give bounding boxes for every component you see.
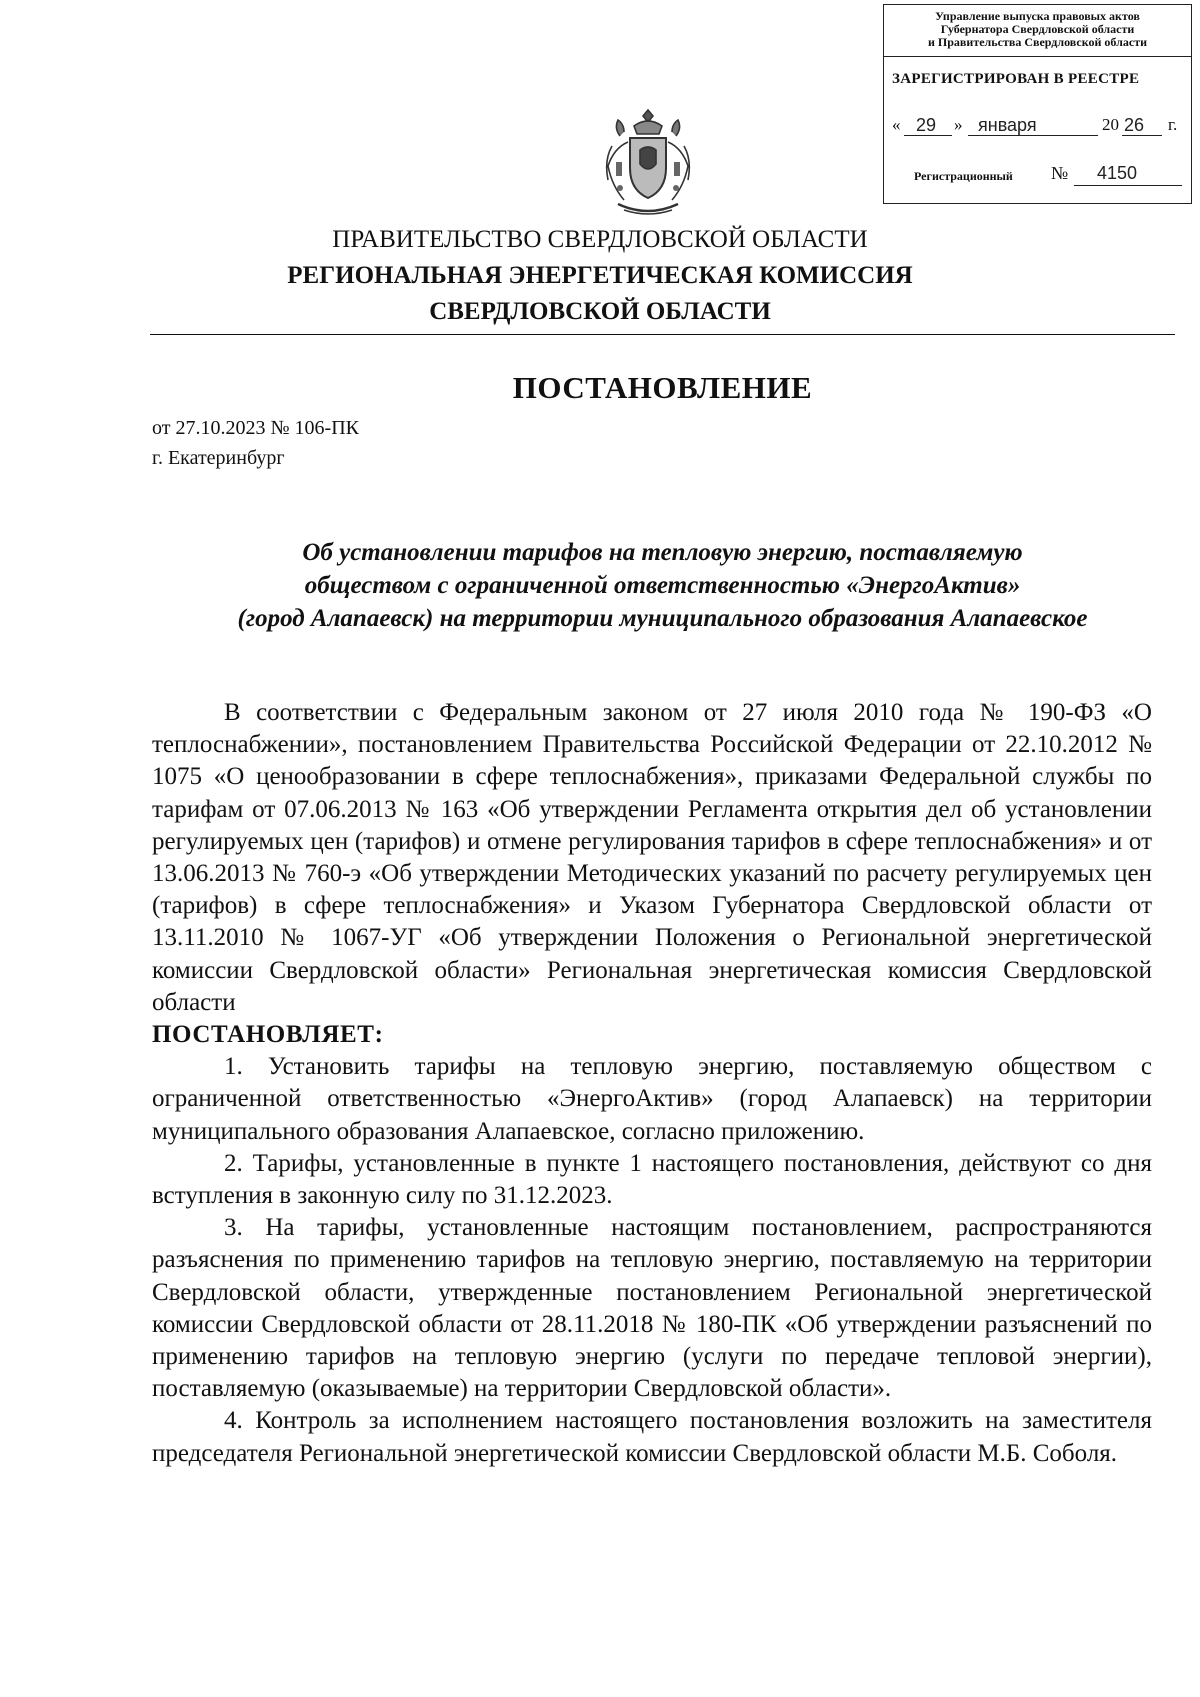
- stamp-registered-label: ЗАРЕГИСТРИРОВАН В РЕЕСТРЕ: [892, 71, 1140, 87]
- stamp-year-prefix: 20: [1102, 115, 1119, 134]
- stamp-date: [892, 113, 1184, 139]
- document-date-number: от 27.10.2023 № 106-ПК: [152, 417, 360, 439]
- stamp-reg-label: Регистрационный: [914, 169, 1013, 183]
- item-2: 2. Тарифы, установленные в пункте 1 настоящего постановления, действуют со дня вступления в законную силу по 31.12.2023.: [152, 1149, 1152, 1210]
- commission-region: СВЕРДЛОВСКОЙ ОБЛАСТИ: [429, 298, 771, 325]
- number-sign: №: [1051, 163, 1069, 183]
- stamp-issuer-line: Губернатора Свердловской области: [940, 22, 1135, 36]
- subject-line: обществом с ограниченной ответственностью «ЭнергоАктив»: [304, 572, 1021, 599]
- item-3: 3. На тарифы, установленные настоящим постановлением, распространяются разъяснения по применению тарифов на тепловую энергию, поставляемую на территории Свердловской области, утвержденные постановлением Региональной энергетической комиссии Свердловской области от 28.11.2018 № 180-ПК «Об утверждении разъяснений по применению тарифов на тепловую энергию (услуги по передаче тепловой энергии), поставляемую (оказываемые) на территории Свердловской области».: [152, 1214, 1152, 1403]
- commission-title: РЕГИОНАЛЬНАЯ ЭНЕРГЕТИЧЕСКАЯ КОМИССИЯ: [287, 262, 913, 289]
- document-type: ПОСТАНОВЛЕНИЕ: [512, 370, 813, 405]
- stamp-month: января: [978, 115, 1037, 135]
- header-divider: [150, 334, 1175, 335]
- date-close-quote: »: [954, 115, 963, 134]
- preamble-paragraph: В соответствии с Федеральным законом от 27 июля 2010 года № 190-ФЗ «О теплоснабжении», постановлением Правительства Российской Федерации от 22.10.2012 № 1075 «О ценообразовании в сфере теплоснабжения», приказами Федеральной службы по тарифам от 07.06.2013 № 163 «Об утверждении Регламента открытия дел об установлении регулируемых цен (тарифов) и отмене регулирования тарифов в сфере теплоснабжения» и от 13.06.2013 № 760-э «Об утверждении Методических указаний по расчету регулируемых цен (тарифов) в сфере теплоснабжения» и Указом Губернатора Свердловской области от 13.11.2010 № 1067-УГ «Об утверждении Положения о Региональной энергетической комиссии Свердловской области» Региональная энергетическая комиссия Свердловской области: [152, 699, 1152, 1016]
- stamp-issuer: [884, 5, 1191, 57]
- government-title: ПРАВИТЕЛЬСТВО СВЕРДЛОВСКОЙ ОБЛАСТИ: [332, 226, 868, 253]
- subject-line: Об установлении тарифов на тепловую энергию, поставляемую: [302, 539, 1023, 566]
- stamp-year-unit: г.: [1168, 115, 1178, 134]
- subject-line: (город Алапаевск) на территории муниципального образования Алапаевское: [237, 605, 1088, 632]
- stamp-issuer-line: и Правительства Свердловской области: [928, 35, 1147, 49]
- decree-word: ПОСТАНОВЛЯЕТ:: [152, 1021, 384, 1049]
- item-1: 1. Установить тарифы на тепловую энергию, поставляемую обществом с ограниченной ответственностью «ЭнергоАктив» (город Алапаевск) на территории муниципального образования Алапаевское, согласно приложению.: [152, 1053, 1152, 1145]
- registration-stamp: [883, 4, 1192, 204]
- document-body: [152, 697, 1152, 1470]
- stamp-year-suffix: 26: [1124, 115, 1145, 135]
- date-open-quote: «: [892, 115, 901, 134]
- stamp-day: 29: [916, 115, 937, 135]
- coat-of-arms-icon: [598, 106, 698, 220]
- document-subject: [150, 536, 1175, 635]
- document-city: г. Екатеринбург: [152, 447, 285, 469]
- stamp-reg-number: [914, 161, 1184, 187]
- stamp-issuer-line: Управление выпуска правовых актов: [935, 9, 1140, 23]
- item-4: 4. Контроль за исполнением настоящего постановления возложить на заместителя председателя Региональной энергетической комиссии Свердловской области М.Б. Соболя.: [152, 1407, 1152, 1467]
- stamp-reg-value: 4150: [1097, 163, 1138, 183]
